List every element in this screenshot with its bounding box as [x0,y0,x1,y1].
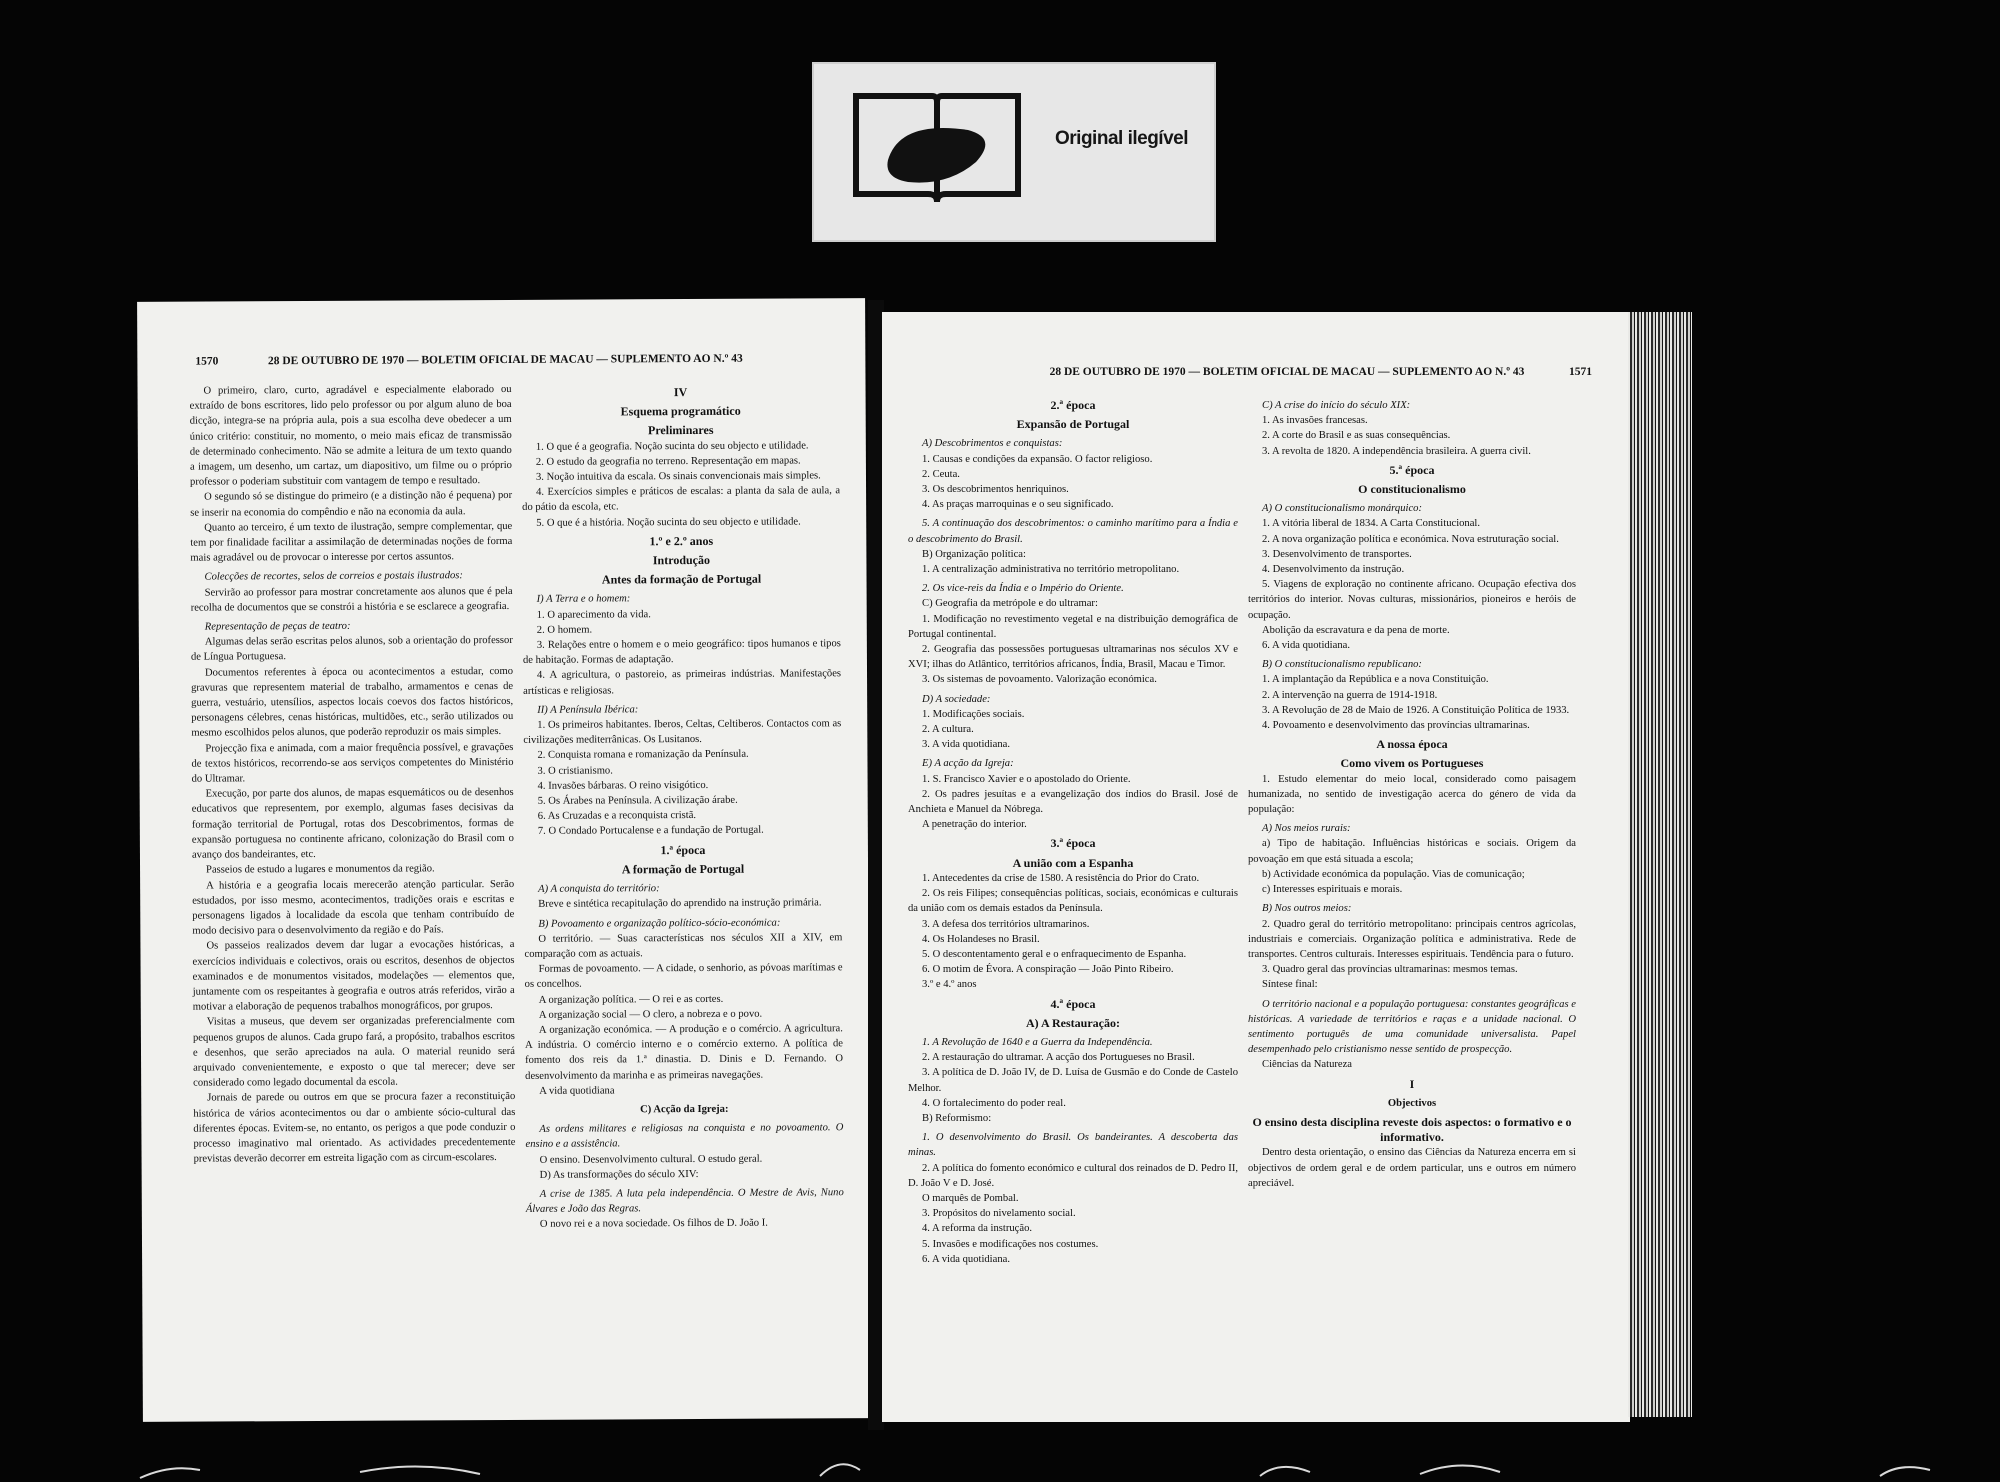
lc2-line: 2. O homem. [536,624,593,636]
rc1-line: D) A sociedade: [922,693,991,705]
rc1-line: 2. Os padres jesuítas e a evangelização dos índios do Brasil. José de Anchieta e Manuel da Nóbrega. [908,788,1238,816]
lc1-line: A história e a geografia locais merecerão atenção particular. Serão estudados, por isso mesmo, acontecimentos, tradições orais e escritas e personagens ligados à localidade da escola que tenham contribuído de modo decisivo para o desenvolvimento da região e do País. [192,878,515,937]
lc2-line: 2. Conquista romana e romanização da Península. [537,749,749,762]
lc2-line: A) A conquista do território: [538,883,660,895]
rc1-line: 3. A política de D. João IV, de D. Luísa de Gusmão e do Conde de Castelo Melhor. [908,1067,1238,1094]
lc2-line: 1.º e 2.º anos [649,533,714,549]
lc2-line: Antes da formação de Portugal [601,571,762,587]
rc2-line: B) Nos outros meios: [1262,903,1352,915]
rc2-line: A) Nos meios rurais: [1262,823,1351,835]
rc2-line: 3. Quadro geral das províncias ultramarinas: mesmos temas. [1262,964,1518,976]
rc2-line: B) O constitucionalismo republicano: [1262,659,1422,671]
page-stack-edge [1628,312,1692,1417]
rc1-line: 2. Os vice-reis da Índia e o Império do Oriente. [922,583,1124,595]
lc2-line: A crise de 1385. A luta pela independência. O Mestre de Avis, Nuno Álvares e João das Regras. [525,1187,844,1216]
lc1-line: Algumas delas serão escritas pelos alunos, sob a orientação do professor de Língua Portuguesa. [190,635,513,664]
lc1-line: O segundo só se distingue do primeiro (e a distinção não é pequena) por se inserir na economia do compêndio e não na economia da aula. [190,490,513,519]
rc1-line: 4. O fortalecimento do poder real. [922,1097,1066,1109]
rc1-line: 5. A continuação dos descobrimentos: o caminho marítimo para a Índia e o descobrimento do Brasil. [908,518,1238,545]
rc2-line: Ciências da Natureza [1262,1059,1353,1071]
rc2-line: c) Interesses espirituais e morais. [1262,884,1403,896]
rc1-line: 1. O desenvolvimento do Brasil. Os bandeirantes. A descoberta das minas. [908,1132,1238,1159]
left-page [137,298,871,1422]
rc1-line: 2. Os reis Filipes; consequências políticas, sociais, económicas e culturais da união com os demais estados da Península. [908,888,1238,915]
rc2-line: Dentro desta orientação, o ensino das Ciências da Natureza encerra em si objectivos de ordem geral e de ordem particular, uns e outros em número apreciável. [1248,1147,1576,1189]
rc1-line: 6. A vida quotidiana. [922,1253,1010,1265]
lc1-line: Servirão ao professor para mostrar concretamente aos alunos que é pela recolha de documentos que se constrói a história e se esclarece a geografia. [190,585,513,614]
rc1-line: 3. A defesa dos territórios ultramarinos. [922,918,1090,930]
lc2-line: 7. O Condado Portucalense e a fundação de Portugal. [537,825,764,838]
lc1-line: Quanto ao terceiro, é um texto de ilustração, sempre complementar, que tem por finalidade facilitar a assimilação de determinadas noções de forma mais agradável ou de provocar o interesse por certos assuntos. [190,520,513,564]
rc1-line: A penetração do interior. [922,819,1027,831]
rc2-line: 5. Viagens de exploração no continente africano. Ocupação efectiva dos territórios do interior. Novas culturas, missionários, pioneiros e heróis de ocupação. [1248,579,1576,621]
lc1-line: Documentos referentes à época ou acontecimentos a estudar, como gravuras que representem material de trabalho, armamentos e cenas de guerra, vestuário, utensílios, aspectos locais coevos dos factos históricos, personagens célebres, cenas históricas, multidões, etc., serão utilizados ou mesmo escolhidos pelos alunos, que poderão reproduzir os mais simples. [191,665,514,740]
rc1-line: 6. O motim de Évora. A conspiração — João Pinto Ribeiro. [922,964,1174,976]
lc2-line: O novo rei e a nova sociedade. Os filhos de D. João I. [539,1217,768,1231]
lc2-line: I) A Terra e o homem: [536,593,631,606]
rc1-line: 1. Modificação no revestimento vegetal e na distribuição demográfica de Portugal continental. [908,613,1238,640]
illegible-original-stamp [812,62,1216,242]
lc2-line: As ordens militares e religiosas na conquista e no povoamento. O ensino e a assistência. [525,1122,844,1151]
lc1-line: O primeiro, claro, curto, agradável e especialmente elaborado ou extraído de bons escritores, lido pelo professor ou por algum aluno de boa dicção, integra-se na própria aula, pois a sua escolha deve obedecer a um único critério: constituir, no momento, o meio mais eficaz de transmissão de determinado conhecimento. Não se admite a leitura de um texto quando a imagem, um desenho, um cartaz, um diapositivo, um filme ou o próprio professor o poderiam substituir com vantagem de tempo e resultado. [189,383,512,488]
rc2-line: Objectivos [1387,1097,1437,1109]
rc1-line: A união com a Espanha [1012,855,1134,870]
rc2-line: A nossa época [1376,737,1448,752]
lc2-line: 4. Exercícios simples e práticos de escalas: a planta da sala de aula, a do pátio da escola, etc. [522,485,841,514]
lc1-line: Os passeios realizados devem dar lugar a evocações históricas, a exercícios individuais e colectivos, orais ou escritos, desenhos de objectos examinados e de monumentos visitados, modelações — elementos que, juntamente com os respeitantes à geografia e outros atrás referidos, virão a motivar a elaboração de pequenos trabalhos monográficos, por grupos. [192,939,515,1013]
rc1-line: B) Reformismo: [922,1112,992,1124]
rc2-line: Abolição da escravatura e da pena de morte. [1262,624,1450,636]
rc2-line: O ensino desta disciplina reveste dois aspectos: o formativo e o informativo. [1252,1114,1572,1145]
lc2-line: O ensino. Desenvolvimento cultural. O estudo geral. [539,1153,763,1166]
rc1-line: 1. A centralização administrativa no território metropolitano. [922,564,1180,576]
rc2-line: Síntese final: [1262,979,1318,991]
rc2-line: b) Actividade económica da população. Vias de comunicação; [1262,868,1525,880]
rc2-line: O constitucionalismo [1358,482,1466,497]
lc1-line: Representação de peças de teatro: [204,620,351,633]
lc2-line: Breve e sintética recapitulação do aprendido na instrução primária. [538,897,822,911]
rc2-line: 4. Desenvolvimento da instrução. [1262,564,1405,576]
rc2-line: 4. Povoamento e desenvolvimento das províncias ultramarinas. [1262,720,1530,732]
right-head-title: 28 DE OUTUBRO DE 1970 — BOLETIM OFICIAL DE MACAU — SUPLEMENTO AO N.º 43 [1049,366,1525,378]
lc2-line: II) A Península Ibérica: [537,704,639,716]
rc2-line: 2. Quadro geral do território metropolitano: principais centros agrícolas, industriais e comerciais. Organização política e administrativa. Rede de transportes. Centros culturais. Interesses espirituais. Tendência para o futuro. [1248,918,1576,960]
rc2-line: 1. As invasões francesas. [1262,415,1368,427]
rc2-line: 6. A vida quotidiana. [1262,640,1350,652]
right-column-1 [908,394,1238,1267]
lc2-line: IV [673,385,688,400]
lc2-line: B) Povoamento e organização político-sócio-económica: [538,917,781,930]
rc1-line: 2. A cultura. [922,724,974,736]
rc1-line: 1. A Revolução de 1640 e a Guerra da Independência. [922,1036,1153,1048]
right-page [882,312,1630,1422]
rc1-line: 4. A reforma da instrução. [922,1223,1033,1235]
lc2-line: A organização política. — O rei e as cortes. [538,993,724,1006]
rc1-line: 2. Geografia das possessões portuguesas ultramarinas nos séculos XV e XVI; ilhas do Atlântico, territórios africanos, Índia, Brasil, Macau e Timor. [908,644,1238,671]
lc2-line: Introdução [652,552,711,568]
rc1-line: A) Descobrimentos e conquistas: [922,438,1063,450]
handwriting-strokes [0,1450,2000,1482]
lc2-line: Esquema programático [620,403,741,419]
lc2-line: C) Acção da Igreja: [640,1103,729,1116]
open-book-icon [848,90,1026,210]
rc2-line: 3. A Revolução de 28 de Maio de 1926. A Constituição Política de 1933. [1262,704,1570,716]
lc2-line: 5. Os Árabes na Península. A civilização árabe. [537,794,738,807]
rc2-line: I [1409,1076,1415,1091]
rc2-line: 1. Estudo elementar do meio local, considerado como paisagem humanizada, no sentido de investigação acerca do género de vida da população: [1248,773,1576,816]
left-page-number: 1570 [195,355,219,368]
lc2-line: D) As transformações do século XIV: [539,1168,699,1181]
right-page-number: 1571 [1569,366,1592,378]
rc1-line: 3. Propósitos do nivelamento social. [922,1208,1076,1220]
right-column-2 [1248,394,1576,1191]
rc1-line: 1. Modificações sociais. [922,708,1025,720]
lc2-line: Preliminares [647,423,714,438]
rc2-line: Como vivem os Portugueses [1340,756,1484,771]
rc1-line: 2.ª época [1050,398,1096,412]
left-head-title: 28 DE OUTUBRO DE 1970 — BOLETIM OFICIAL DE MACAU — SUPLEMENTO AO N.º 43 [267,352,743,368]
rc2-line: 1. A implantação da República e a nova Constituição. [1262,674,1489,686]
rc1-line: 5. O descontentamento geral e o enfraquecimento de Espanha. [922,948,1187,960]
rc1-line: A) A Restauração: [1026,1015,1120,1030]
lc2-line: 4. A agricultura, o pastoreio, as primeiras indústrias. Manifestações artísticas e religiosas. [523,668,842,697]
lc1-line: Passeios de estudo a lugares e monumentos da região. [206,863,435,876]
rc1-line: C) Geografia da metrópole e do ultramar: [922,598,1098,610]
lc2-line: 3. Noção intuitiva da escala. Os sinais convencionais mais simples. [535,470,821,483]
rc1-line: 4.ª época [1050,996,1096,1011]
lc2-line: 2. O estudo da geografia no terreno. Representação em mapas. [535,455,801,468]
lc2-line: 1. Os primeiros habitantes. Iberos, Celtas, Celtiberos. Contactos com as civilizações mediterrânicas. Os Lusitanos. [523,718,842,747]
rc2-line: 2. A nova organização política e económica. Nova estruturação social. [1262,533,1559,545]
rc2-line: 2. A intervenção na guerra de 1914-1918. [1262,689,1438,701]
rc1-line: E) A acção da Igreja: [922,758,1014,770]
rc1-line: 5. Invasões e modificações nos costumes. [922,1238,1099,1250]
lc1-line: Projecção fixa e animada, com a maior frequência possível, e gravações de textos históricos, recorrendo-se aos serviços competentes do Ministério do Ultramar. [191,741,514,785]
rc1-line: 1. Causas e condições da expansão. O factor religioso. [922,453,1153,465]
rc2-line: O território nacional e a população portuguesa: constantes geográficas e históricas. A variedade de territórios e raças e a unidade nacional. O sentimento português de uma comunidade universalista. Papel desempenhado pelo cristianismo nesse sentido de prospecção. [1248,998,1576,1056]
left-column-2 [521,380,843,1232]
rc1-line: 3.º e 4.º anos [922,979,977,991]
lc2-line: Formas de povoamento. — A cidade, o senhorio, as póvoas marítimas e os concelhos. [524,962,843,991]
lc2-line: 4. Invasões bárbaras. O reino visigótico. [537,779,709,792]
rc2-line: 5.ª época [1389,462,1435,477]
lc2-line: 6. As Cruzadas e a reconquista cristã. [537,810,697,823]
lc2-line: 1. O aparecimento da vida. [536,608,651,621]
lc2-line: 1. O que é a geografia. Noção sucinta do seu objecto e utilidade. [535,440,809,453]
rc1-line: Expansão de Portugal [1016,417,1130,432]
illegible-label: Original ilegível [1055,128,1188,149]
lc2-line: 1.ª época [660,842,706,857]
lc2-line: 5. O que é a história. Noção sucinta do seu objecto e utilidade. [536,516,801,529]
rc1-line: 3. Os sistemas de povoamento. Valorização económica. [922,674,1157,686]
rc1-line: 2. Ceuta. [922,468,960,480]
lc2-line: A vida quotidiana [539,1085,615,1097]
rc2-line: 3. Desenvolvimento de transportes. [1262,548,1412,560]
rc1-line: B) Organização política: [922,548,1026,560]
lc1-line: Execução, por parte dos alunos, de mapas esquemáticos ou de desenhos educativos que representem, por exemplo, algumas fases decisivas da formação territorial de Portugal, rotas dos Descobrimentos, formas de expansão portuguesa no continente africano, colonização do Brasil com o avanço dos bandeirantes, etc. [191,787,514,861]
lc1-line: Visitas a museus, que devem ser organizadas preferencialmente com pequenos grupos de alunos. Cada grupo fará, a propósito, trabalhos escritos e desenhos, que serão apreciados na aula. O material reunido será arquivado convenientemente, e exposto o que tal merecer; deve ser considerado como legado documental da escola. [192,1015,516,1089]
lc2-line: 3. Relações entre o homem e o meio geográfico: tipos humanos e tipos de habitação. Formas de adaptação. [522,638,841,667]
lc1-line: Jornais de parede ou outros em que se procura fazer a reconstituição histórica de vários acontecimentos ou dar o ambiente sócio-cultural das diferentes épocas. Evitem-se, no entanto, os perigos a que pode conduzir o processo imaginativo mal orientado. As actividades precedentemente previstas deverão decorrer em estreita ligação com as circum-escolares. [193,1091,516,1165]
rc2-line: C) A crise do início do século XIX: [1262,400,1411,411]
rc1-line: 1. S. Francisco Xavier e o apostolado do Oriente. [922,773,1131,785]
rc1-line: 3. Os descobrimentos henriquinos. [922,484,1069,496]
lc2-line: A organização social — O clero, a nobreza e o povo. [538,1008,763,1021]
lc2-line: 3. O cristianismo. [537,765,613,777]
rc1-line: 3.ª época [1050,836,1096,851]
left-column-1 [190,382,516,1167]
rc1-line: 3. A vida quotidiana. [922,739,1010,751]
rc1-line: O marquês de Pombal. [922,1192,1019,1204]
rc1-line: 2. A restauração do ultramar. A acção dos Portugueses no Brasil. [922,1052,1195,1064]
rc1-line: 4. As praças marroquinas e o seu significado. [922,499,1114,511]
lc1-line: Colecções de recortes, selos de correios e postais ilustrados: [204,570,463,584]
rc2-line: 2. A corte do Brasil e as suas consequências. [1262,430,1451,442]
rc2-line: a) Tipo de habitação. Influências históricas e sociais. Origem da povoação em que está situada a escola; [1248,838,1576,865]
rc1-line: 4. Os Holandeses no Brasil. [922,933,1040,945]
lc2-line: O território. — Suas características nos séculos XII a XIV, em comparação com as actuais. [524,931,843,960]
left-running-head [195,352,815,368]
lc2-line: A formação de Portugal [621,861,745,877]
rc2-line: A) O constitucionalismo monárquico: [1262,503,1422,515]
rc1-line: 2. A política do fomento económico e cultural dos reinados de D. Pedro II, D. João V e D. José. [908,1162,1238,1189]
lc2-line: A organização económica. — A produção e o comércio. A agricultura. A indústria. O comércio interno e o comércio externo. A política de fomento dos reis da 1.ª dinastia. D. Dinis e D. Fernando. O desenvolvimento da marinha e as primeiras navegações. [524,1023,844,1082]
rc1-line: 1. Antecedentes da crise de 1580. A resistência do Prior do Crato. [922,872,1200,884]
rc2-line: 3. A revolta de 1820. A independência brasileira. A guerra civil. [1262,445,1531,457]
rc2-line: 1. A vitória liberal de 1834. A Carta Constitucional. [1262,518,1481,530]
